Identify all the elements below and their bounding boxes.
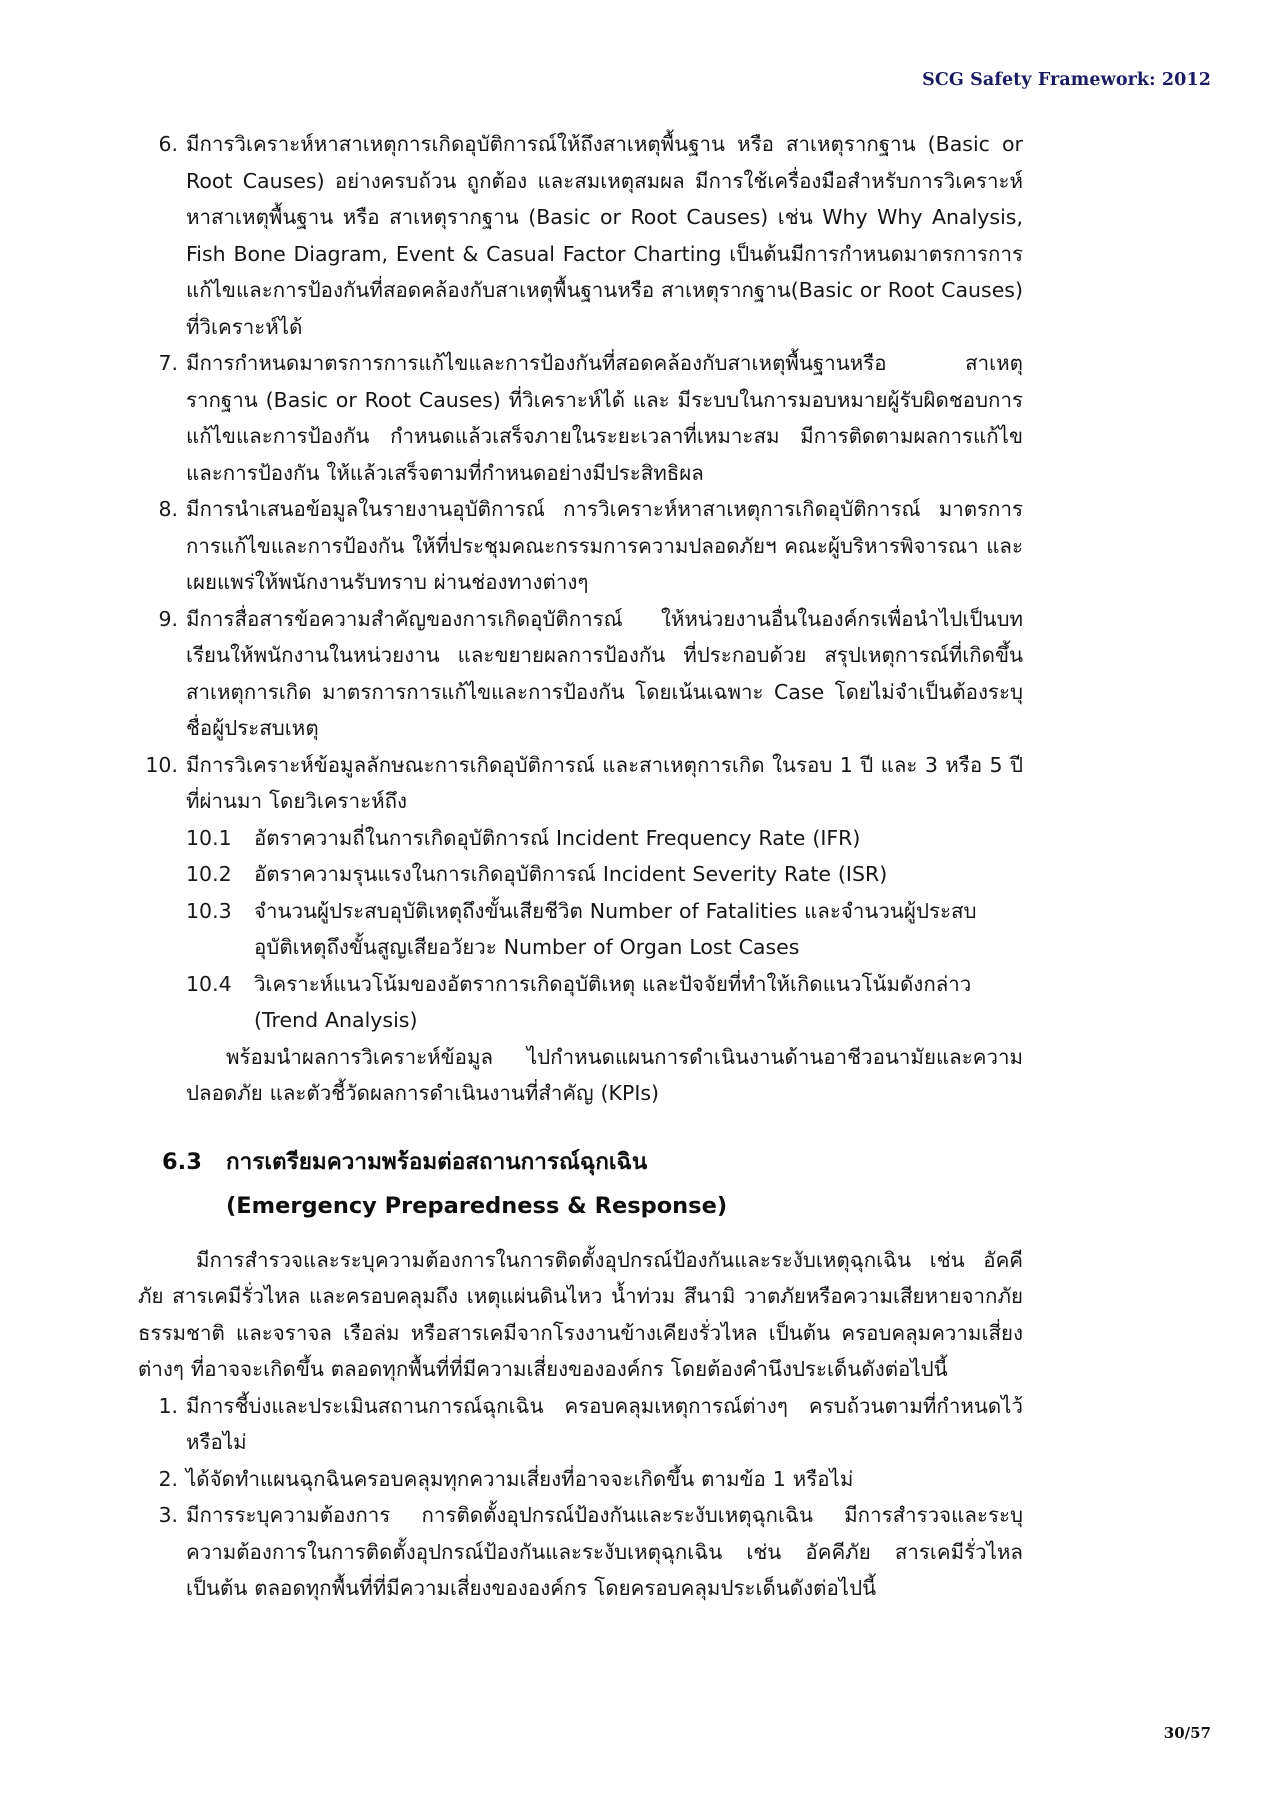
list-item bbox=[138, 601, 1023, 747]
page-header-title: SCG Safety Framework: 2012 bbox=[922, 70, 1211, 90]
section-title-en: (Emergency Preparedness & Response) bbox=[226, 1192, 728, 1219]
list-item bbox=[138, 126, 1023, 345]
sub-list-item bbox=[186, 966, 1023, 1039]
closing-paragraph: พร้อมนำผลการวิเคราะห์ข้อมูล ไปกำหนดแผนการดำเนินงานด้านอาชีวอนามัยและความปลอดภัย และตัวชี้วัดผลการดำเนินงานที่สำคัญ (KPIs) bbox=[186, 1044, 1023, 1105]
page-number-footer: 30/57 bbox=[1163, 1724, 1211, 1742]
secondary-numbered-list bbox=[138, 1388, 1023, 1607]
sub-list-item bbox=[186, 893, 1023, 966]
sub-list-item-text: จำนวนผู้ประสบอุบัติเหตุถึงขั้นเสียชีวิต Number of Fatalities และจำนวนผู้ประสบอุบัติเหตุถึงขั้นสูญเสียอวัยวะ Number of Organ Lost Cases bbox=[254, 898, 977, 959]
list-item bbox=[138, 747, 1023, 820]
list-item-number: 6. bbox=[158, 132, 178, 156]
list-item-text: มีการวิเคราะห์หาสาเหตุการเกิดอุบัติการณ์ให้ถึงสาเหตุพื้นฐาน หรือ สาเหตุรากฐาน (Basic or Root Causes) อย่างครบถ้วน ถูกต้อง และสมเหตุสมผล มีการใช้เครื่องมือสำหรับการวิเคราะห์หาสาเหตุพื้นฐาน หรือ สาเหตุรากฐาน (Basic or Root Causes) เช่น Why Why Analysis, Fish Bone Diagram, Event & Casual Factor Charting เป็นต้นมีการกำหนดมาตรการการแก้ไขและการป้องกันที่สอดคล้องกับสาเหตุพื้นฐานหรือ สาเหตุรากฐาน(Basic or Root Causes) ที่วิเคราะห์ได้ bbox=[186, 132, 1023, 339]
sub-numbered-list bbox=[138, 820, 1023, 1039]
section-heading bbox=[138, 1142, 1023, 1226]
list-item-number: 2. bbox=[158, 1466, 178, 1491]
list-item bbox=[138, 491, 1023, 601]
list-item bbox=[138, 1388, 1023, 1461]
sub-list-item-text: อัตราความรุนแรงในการเกิดอุบัติการณ์ Incident Severity Rate (ISR) bbox=[254, 862, 888, 886]
list-item-number: 8. bbox=[158, 497, 178, 521]
section-intro-paragraph: มีการสำรวจและระบุความต้องการในการติดตั้งอุปกรณ์ป้องกันและระงับเหตุฉุกเฉิน เช่น อัคคีภัย สารเคมีรั่วไหล และครอบคลุมถึง เหตุแผ่นดินไหว น้ำท่วม สึนามิ วาตภัยหรือความเสียหายจากภัยธรรมชาติ และจราจล เรือล่ม หรือสารเคมีจากโรงงานข้างเคียงรั่วไหล เป็นต้น ครอบคลุมความเสี่ยงต่างๆ ที่อาจจะเกิดขึ้น ตลอดทุกพื้นที่ที่มีความเสี่ยงขององค์กร โดยต้องคำนึงประเด็นดังต่อไปนี้ bbox=[138, 1247, 1023, 1381]
document-content bbox=[138, 126, 1023, 1607]
list-item bbox=[138, 1497, 1023, 1607]
list-item-text: ได้จัดทำแผนฉุกฉินครอบคลุมทุกความเสี่ยงที่อาจจะเกิดขึ้น ตามข้อ 1 หรือไม่ bbox=[186, 1466, 854, 1491]
sub-list-item-number: 10.1 bbox=[186, 825, 232, 850]
sub-list-item-text: วิเคราะห์แนวโน้มของอัตราการเกิดอุบัติเหตุ และปัจจัยที่ทำให้เกิดแนวโน้มดังกล่าว (Trend Analysis) bbox=[254, 971, 972, 1032]
list-item-number: 9. bbox=[158, 606, 178, 631]
list-item-number: 10. bbox=[145, 752, 178, 777]
list-item-text: มีการกำหนดมาตรการการแก้ไขและการป้องกันที่สอดคล้องกับสาเหตุพื้นฐานหรือ สาเหตุรากฐาน (Basic or Root Causes) ที่วิเคราะห์ได้ และ มีระบบในการมอบหมายผู้รับผิดชอบการแก้ไขและการป้องกัน กำหนดแล้วเสร็จภายในระยะเวลาที่เหมาะสม มีการติดตามผลการแก้ไขและการป้องกัน ให้แล้วเสร็จตามที่กำหนดอย่างมีประสิทธิผล bbox=[186, 351, 1023, 485]
sub-list-item-number: 10.2 bbox=[186, 862, 232, 886]
sub-list-item-number: 10.4 bbox=[186, 971, 232, 996]
section-number: 6.3 bbox=[162, 1148, 202, 1175]
list-item-number: 3. bbox=[158, 1503, 178, 1527]
section-heading-row bbox=[138, 1142, 1023, 1182]
list-item-text: มีการวิเคราะห์ข้อมูลลักษณะการเกิดอุบัติการณ์ และสาเหตุการเกิด ในรอบ 1 ปี และ 3 หรือ 5 ปีที่ผ่านมา โดยวิเคราะห์ถึง bbox=[186, 752, 1023, 813]
list-item bbox=[138, 345, 1023, 491]
list-item-text: มีการนำเสนอข้อมูลในรายงานอุบัติการณ์ การวิเคราะห์หาสาเหตุการเกิดอุบัติการณ์ มาตรการการแก้ไขและการป้องกัน ให้ที่ประชุมคณะกรรมการความปลอดภัยฯ คณะผู้บริหารพิจารณา และเผยแพร่ให้พนักงานรับทราบ ผ่านช่องทางต่างๆ bbox=[186, 497, 1023, 594]
section-title-th: การเตรียมความพร้อมต่อสถานการณ์ฉุกเฉิน bbox=[226, 1148, 648, 1175]
sub-list-item bbox=[186, 856, 1023, 893]
list-item bbox=[138, 1461, 1023, 1498]
sub-list-item bbox=[186, 820, 1023, 857]
list-item-text: มีการชี้บ่งและประเมินสถานการณ์ฉุกเฉิน ครอบคลุมเหตุการณ์ต่างๆ ครบถ้วนตามที่กำหนดไว้ หรือไม่ bbox=[186, 1393, 1023, 1454]
list-item-number: 7. bbox=[158, 351, 178, 375]
sub-list-item-number: 10.3 bbox=[186, 898, 232, 923]
list-item-number: 1. bbox=[158, 1393, 178, 1418]
primary-numbered-list bbox=[138, 126, 1023, 820]
list-item-text: มีการระบุความต้องการ การติดตั้งอุปกรณ์ป้องกันและระงับเหตุฉุกเฉิน มีการสำรวจและระบุความต้องการในการติดตั้งอุปกรณ์ป้องกันและระงับเหตุฉุกเฉิน เช่น อัคคีภัย สารเคมีรั่วไหล เป็นต้น ตลอดทุกพื้นที่ที่มีความเสี่ยงขององค์กร โดยครอบคลุมประเด็นดังต่อไปนี้ bbox=[186, 1503, 1023, 1600]
list-item-text: มีการสื่อสารข้อความสำคัญของการเกิดอุบัติการณ์ ให้หน่วยงานอื่นในองค์กรเพื่อนำไปเป็นบทเรียนให้พนักงานในหน่วยงาน และขยายผลการป้องกัน ที่ประกอบด้วย สรุปเหตุการณ์ที่เกิดขึ้น สาเหตุการเกิด มาตรการการแก้ไขและการป้องกัน โดยเน้นเฉพาะ Case โดยไม่จำเป็นต้องระบุชื่อผู้ประสบเหตุ bbox=[186, 606, 1023, 740]
sub-list-item-text: อัตราความถี่ในการเกิดอุบัติการณ์ Incident Frequency Rate (IFR) bbox=[254, 825, 861, 850]
